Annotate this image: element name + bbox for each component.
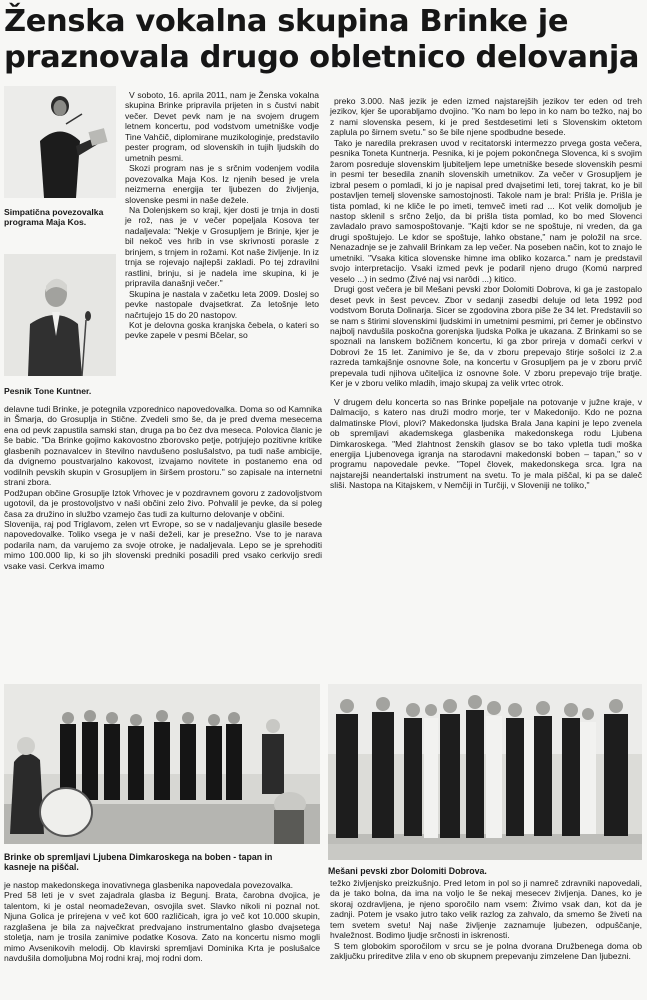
paragraph: je nastop makedonskega inovativnega glasbenika napovedala povezovalka.	[4, 880, 294, 890]
photo-brinke-group	[4, 684, 320, 844]
paragraph: Slovenija, raj pod Triglavom, zelen vrt Evrope, so se v nadaljevanju glasile besede napovedovalke. Toliko vsega je v naši deželi, kar je presežno. Vse to je narava podarila nam, da varujemo za svoje otroke, je nadaljevala. Lepo se je sprehoditi mimo 100.000 lip, ki so jih slovenski predniki posadili pred vsako cerkvijo sredi vsake vasi. Cerkva imamo	[4, 518, 322, 571]
paragraph: Na Dolenjskem so kraji, kjer dosti je trnja in dosti je rož, nas je v večer popeljala Kosova ter nadaljevala: "Nekje v Grosupljem je Brinje, kjer je bil nekoč ves hrib in vse skrivnosti porasle z brinjem, s trnjem in rožami. Kot naše življenje. In iz trnja se rojevajo najlepši zakladi. Po tej zdravilni rastlini, brinju, si je nadela ime skupina, ki je pripravila današnji večer."	[125, 204, 319, 289]
paragraph: V soboto, 16. aprila 2011, nam je Ženska vokalna skupina Brinke pripravila prijeten in s čustvi nabit večer. Devet pevk nam je na svojem drugem letnem koncertu, pod vodstvom umetniške vodje Tine Vahčič, diplomirane muzikologinje, predstavilo pester program, od slovenskih in tujih ljudskih do umetnih pesmi.	[125, 90, 319, 163]
photo-dolomiti-dobrova	[328, 684, 642, 860]
column-bottom-left	[4, 880, 320, 964]
paragraph: Kot je delovna goska kranjska čebela, o kateri so pevke zapele v pesmi Bčelar, so	[125, 319, 319, 341]
column-right-top	[330, 96, 642, 491]
column-left-narrow	[125, 90, 319, 341]
paragraph: Tako je naredila prekrasen uvod v recitatorski intermezzo prvega gosta večera, pesnika Toneta Kuntnerja. Pesnika, ki je pojem pokončnega Slovenca, ki s svojim žarom posreduje slovenskim ljubiteljem lepe umetniške besede slovenskih pesmi in pesmi ter besedila znanih slovenskih umetnikov. Za večer v Grosupljem je izbral pesem o pomladi, ki jo je napisal pred dvajsetimi leti, torej takrat, ko je bil postavljen temelj slovenske samostojnosti. Takole nam je bral: Prišla je. Prišla je tista pomlad, ki ne kliče le po imeti, temveč imeti rad ... Kot velik domoljub je nastop sklenil s srčno željo, da bi prišla tista pomlad, ko bo med Slovenci zavladalo pravo samospoštovanje. "Kajti kdor se ne spoštuje, ni vreden, da ga drugi spoštujejo. Le kdor se spoštuje, lahko obstane," nam je položil na srce. Nenazadnje se je zahvalil Brinkam za lep večer. Na poseben način, kot to znajo le umetniki. "Vsaka kitica slovenske himne ima obliko kozarca." nam je predstavil svojo interpretacijo. Vsaki izmed pevk je podaril njeno drugo (Komú narpred veselo ...) in sedmo (Žívé naj vsi narôdi ...) kitico.	[330, 137, 642, 284]
caption-dobrova: Mešani pevski zbor Dolomiti Dobrova.	[328, 866, 487, 876]
caption-tone-kuntner: Pesnik Tone Kuntner.	[4, 386, 92, 396]
paragraph: delavne tudi Brinke, je potegnila vzporednico napovedovalka. Doma so od Kamnika in Šmarja, do Grosuplja in Stične. Zvedeli smo še, da je pred dvema mesecema ena od pevk zapustila samski stan, druga pa bo čez dva meseca. Polovica članic je še babic. "Da Brinke gojimo kakovostno zborovsko petje, potrjujejo pozitivne kritike glasbenih poznavalcev in številno navdušeno poslušalstvo, pa tudi naše ambicije, da dvignemo poustvarjalno kakovost, izvajamo novitete in postanemo ena od vodilnih pevskih skupin v Grosupljem in širšem prostoru." so zapisale na internetni strani zbora.	[4, 404, 322, 488]
paragraph: V drugem delu koncerta so nas Brinke popeljale na potovanje v južne kraje, v Dalmacijo, s katero nas druži modro morje, ter v Makedonijo. Kdo ne pozna dalmatinske Plovi, plovi? Makedonska ljudska Brala Jana kapini je lepo zvenela ob spremljavi akademskega glasbenika makedonskega rodu Ljubena Dimkaroskega. "Med žlahtnost ženskih glasov se bo tako vpletla tudi moška energija Ljubenovega igranja na starodavni makedonski boben – tapan," so v programu napovedale pevke. "Topel človek, makedonskega srca. Igra na najstarejši neandertalski instrument na svetu. To je mala piščal, ki pa se daleč sliši. Nastopa na Kitajskem, v Nemčiji in Turčiji, v Sloveniji ne toliko,"	[330, 396, 642, 491]
article-title: Ženska vokalna skupina Brinke je praznovala drugo obletnico delovanja	[4, 4, 640, 75]
paragraph: preko 3.000. Naš jezik je eden izmed najstarejših jezikov ter eden od treh jezikov, kjer še uporabljamo dvojino. "Ko nam bo lepo in ko nam bo težko, naj bo z nami slovenska pesem, ki je pred šestdesetimi leti s Slovenskim oktetom zaplula po širnem svetu." so še bile njene spodbudne besede.	[330, 96, 642, 138]
paragraph: S tem globokim sporočilom v srcu se je polna dvorana Družbenega doma ob zaključku prireditve zlila v eno ob skupnem prepevanju zimzelene Dan ljubezni.	[330, 940, 642, 962]
column-left-full	[4, 404, 322, 571]
paragraph: Skupina je nastala v začetku leta 2009. Doslej so pevke nastopale dvajsetkrat. Za letošnje leto načrtujejo 15 do 20 nastopov.	[125, 288, 319, 320]
paragraph: Pred 58 leti je v svet zajadrala glasba iz Begunj. Brata, čarobna dvojica, je talentom, ki je ostal neomadeževan, osvojila svet. Slavko nikoli ni poznal not. Njuna Golica je prirejena v več kot 600 različicah, igra jo več kot 10.000 skupin, razglašena je bila za največkrat predvajano instrumentalno glasbo dvajsetega stoletja, nam je trosila zanimive podatke Kosova. Zato na koncertu nismo mogli mimo Avsenikovih melodij. Ob klavirski spremljavi Dominika Krta je poslušalce navdušila domoljubna Moj rodni kraj, moj rodni dom.	[4, 890, 320, 964]
paragraph: Drugi gost večera je bil Mešani pevski zbor Dolomiti Dobrova, ki ga je zastopalo deset pevk in šest pevcev. Zbor v sedanji zasedbi deluje od leta 1992 pod vodstvom Boruta Dolinarja. Sicer se zgodovina zbora piše že 34 let. Predstavili so se nam s štirimi slovenskimi ljudskimi in umetnimi pesmimi, pri čemer je občinstvo najbolj navdušila poskočna gorenjska ljudska Polka je ukazana. Z Brinkami so se spoznali na lanskem božičnem koncertu, ki ga zbor prireja v domači cerkvi v Dobrovi že 15 let. Zanimivo je še, da v zboru prepevajo štirje sošolci iz 2.a razreda tamkajšnje osnovne šole, na koncertu v Grosupljem pa je v zboru prvič prepevala tudi njihova učiteljica iz osnovne šole. V zboru prepevajo trije bratje. Ker je v zboru veliko mladih, imajo skupaj za velik vrtec otrok.	[330, 284, 642, 389]
paragraph: Skozi program nas je s srčnim vodenjem vodila povezovalka Maja Kos. Iz njenih besed je vrela neizmerna energija ter ljubezen do življenja, slovenske pesmi in naše dežele.	[125, 163, 319, 205]
caption-brinke: Brinke ob spremljavi Ljubena Dimkaroskega na boben - tapan in kasneje na piščal.	[4, 852, 273, 873]
photo-maja-kos	[4, 86, 116, 198]
column-bottom-right	[330, 878, 642, 962]
photo-tone-kuntner	[4, 254, 116, 376]
paragraph: težko življenjsko preizkušnjo. Pred letom in pol so ji namreč zdravniki napovedali, da je tako bolna, da ima na voljo le še nekaj mesecev življenja. Danes, ko je skoraj ozdravljena, je njeno sporočilo nam vsem: Živimo vsak dan, kot da je zadnji. Potem je vsako jutro tako velik razlog za zahvalo, da smemo še živeti na tem svetem svetu! Naj naše življenje zaznamuje ljubezen, odpuščanje, hvaležnost. Bodimo ljudje srčnosti in iskrenosti.	[330, 878, 642, 941]
caption-maja-kos: Simpatična povezovalka programa Maja Kos.	[4, 207, 104, 228]
paragraph: Podžupan občine Grosuplje Iztok Vrhovec je v pozdravnem govoru z zadovoljstvom ugotovil, da je prostovoljstvo v naši občini zelo živo. Pohvalil je pevke, da si poleg časa za družino in službo vzamejo čas tudi za kulturno delovanje v občini.	[4, 487, 322, 519]
